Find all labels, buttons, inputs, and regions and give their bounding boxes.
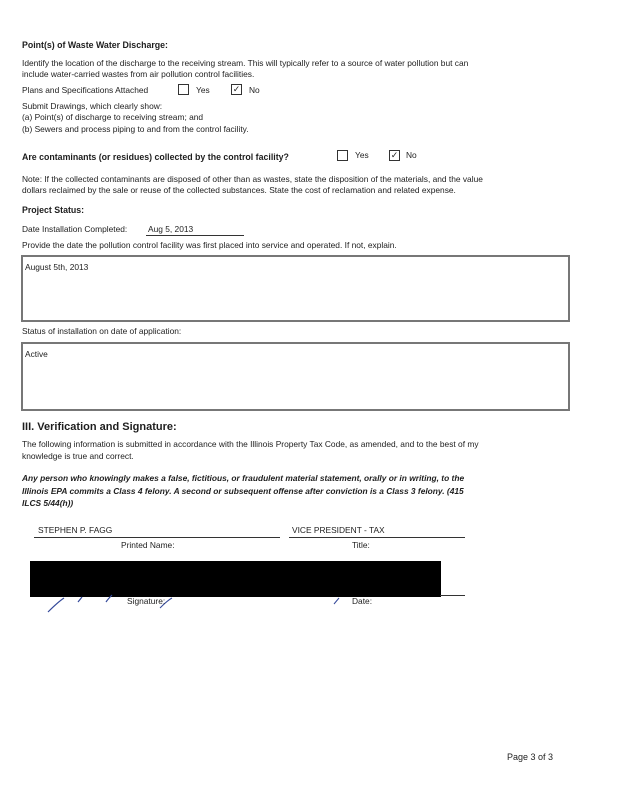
date-installed-label: Date Installation Completed: [22, 224, 128, 234]
signature-label: Signature: [127, 596, 166, 606]
status-value: Active [25, 349, 48, 359]
contaminants-no-label: No [406, 150, 417, 160]
submit-line1: Submit Drawings, which clearly show: [22, 101, 163, 111]
printed-name-value[interactable]: STEPHEN P. FAGG [38, 525, 113, 535]
service-date-value: August 5th, 2013 [25, 262, 89, 272]
project-status-heading: Project Status: [22, 205, 85, 215]
verification-para-line1: The following information is submitted in accordance with the Illinois Property Tax Code, as amended, and to the best of my [22, 439, 479, 449]
printed-name-underline [34, 537, 280, 538]
warning-line1: Any person who knowingly makes a false, fictitious, or fraudulent material statement, orally or in writing, to the [22, 473, 465, 483]
date-label: Date: [352, 596, 373, 606]
contaminants-no-checkbox[interactable]: ✓ [390, 150, 399, 160]
service-date-box[interactable] [21, 255, 570, 322]
plans-no-checkbox[interactable]: ✓ [232, 84, 241, 94]
service-date-prompt: Provide the date the pollution control facility was first placed into service and operated. If not, explain. [22, 240, 397, 250]
contaminants-question: Are contaminants (or residues) collected by the control facility? [22, 152, 289, 162]
date-scribble [330, 594, 350, 606]
plans-yes-checkbox[interactable] [178, 84, 189, 95]
verification-heading: III. Verification and Signature: [22, 421, 177, 433]
page-number: Page 3 of 3 [507, 752, 554, 762]
title-underline [289, 537, 465, 538]
title-label: Title: [352, 540, 370, 550]
contaminants-yes-checkbox[interactable] [337, 150, 348, 161]
status-label: Status of installation on date of application: [22, 326, 182, 336]
note-line2: dollars reclaimed by the sale or reuse of the collected substances. State the cost of reclamation and related expense. [22, 185, 456, 195]
waste-desc-line2: include water-carried wastes from air pollution control facilities. [22, 69, 255, 79]
date-installed-underline [146, 235, 244, 236]
warning-line2: Illinois EPA commits a Class 4 felony. A second or subsequent offense after conviction is a Class 3 felony. (415 [22, 486, 464, 496]
date-underline [440, 595, 465, 596]
plans-yes-label: Yes [196, 85, 210, 95]
submit-line3: (b) Sewers and process piping to and from the control facility. [22, 124, 249, 134]
verification-para-line2: knowledge is true and correct. [22, 451, 134, 461]
waste-heading: Point(s) of Waste Water Discharge: [22, 40, 168, 50]
contaminants-yes-label: Yes [355, 150, 369, 160]
waste-desc-line1: Identify the location of the discharge to the receiving stream. This will typically refer to a source of water pollution but can [22, 58, 469, 68]
plans-no-label: No [249, 85, 260, 95]
title-value[interactable]: VICE PRESIDENT - TAX [292, 525, 385, 535]
date-installed-value[interactable]: Aug 5, 2013 [148, 224, 194, 234]
warning-line3: ILCS 5/44(h)) [22, 498, 74, 508]
printed-name-label: Printed Name: [121, 540, 175, 550]
status-box[interactable] [21, 342, 570, 411]
note-line1: Note: If the collected contaminants are disposed of other than as wastes, state the disposition of the materials, and the value [22, 174, 483, 184]
plans-label: Plans and Specifications Attached [22, 85, 149, 95]
submit-line2: (a) Point(s) of discharge to receiving stream; and [22, 112, 204, 122]
